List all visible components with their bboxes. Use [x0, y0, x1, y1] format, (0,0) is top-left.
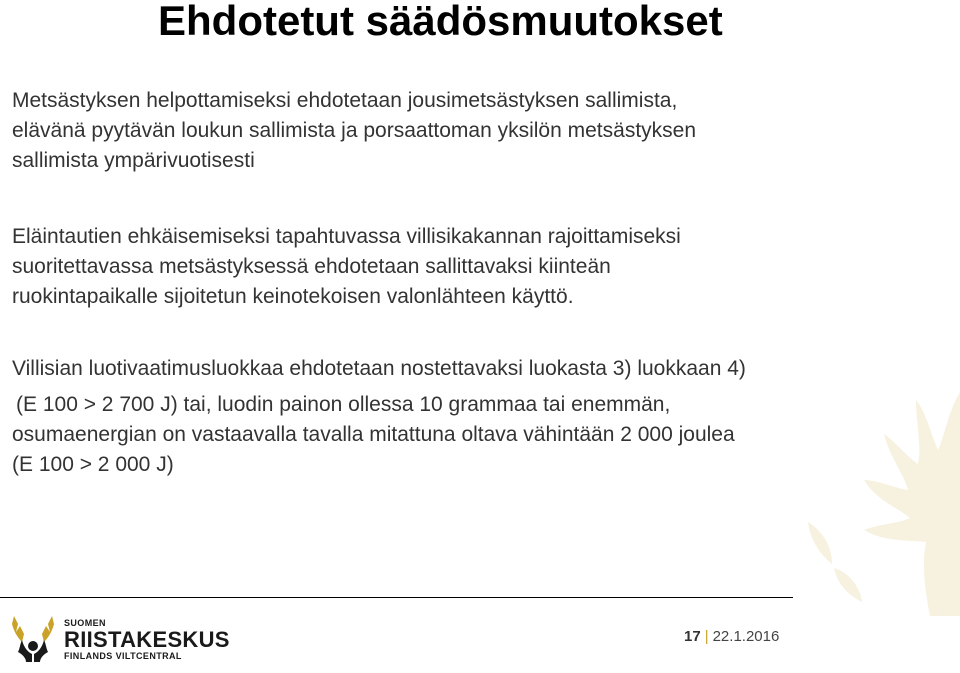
paragraph-line: (E 100 > 2 700 J) tai, luodin painon ollessa 10 grammaa tai enemmän,: [16, 393, 671, 416]
logo-line-main: RIISTAKESKUS: [64, 627, 230, 652]
paragraph-archery-traps: [12, 86, 696, 176]
meta-separator: |: [704, 628, 709, 645]
slide-date: 22.1.2016: [712, 628, 780, 645]
slide-meta: [684, 628, 779, 646]
paragraph-line: ruokintapaikalle sijoitetun keinotekoisen valonlähteen käyttö.: [12, 285, 574, 308]
paragraph-line: Metsästyksen helpottamiseksi ehdotetaan jousimetsästyksen sallimista,: [12, 89, 678, 112]
paragraph-wild-boar-lighting: [12, 222, 681, 312]
logo-wordmark: [64, 618, 230, 661]
paragraph-line: suoritettavassa metsästyksessä ehdotetaan sallittavaksi kiinteän: [12, 255, 611, 278]
riistakeskus-logo: [6, 612, 256, 666]
paragraph-line: Eläintautien ehkäisemiseksi tapahtuvassa villisikakannan rajoittamiseksi: [12, 225, 681, 248]
paragraph-line: Villisian luotivaatimusluokkaa ehdotetaan nostettavaksi luokasta 3) luokkaan 4): [12, 357, 746, 380]
paragraph-line: osumaenergian on vastaavalla tavalla mitattuna oltava vähintään 2 000 joulea: [12, 423, 735, 446]
logo-line-top: SUOMEN: [64, 618, 106, 628]
footer-divider: [0, 597, 793, 598]
paragraph-line: elävänä pyytävän loukun sallimista ja porsaattoman yksilön metsästyksen: [12, 119, 697, 142]
paragraph-bullet-class: [12, 354, 746, 480]
logo-line-bottom: FINLANDS VILTCENTRAL: [64, 651, 182, 661]
paragraph-line: sallimista ympärivuotisesti: [12, 149, 255, 172]
slide-title: Ehdotetut säädösmuutokset: [158, 0, 723, 44]
antler-watermark-icon: [798, 372, 960, 616]
page-number: 17: [684, 628, 701, 645]
riistakeskus-antler-logo-icon: [6, 612, 60, 666]
paragraph-line: (E 100 > 2 000 J): [12, 453, 174, 476]
